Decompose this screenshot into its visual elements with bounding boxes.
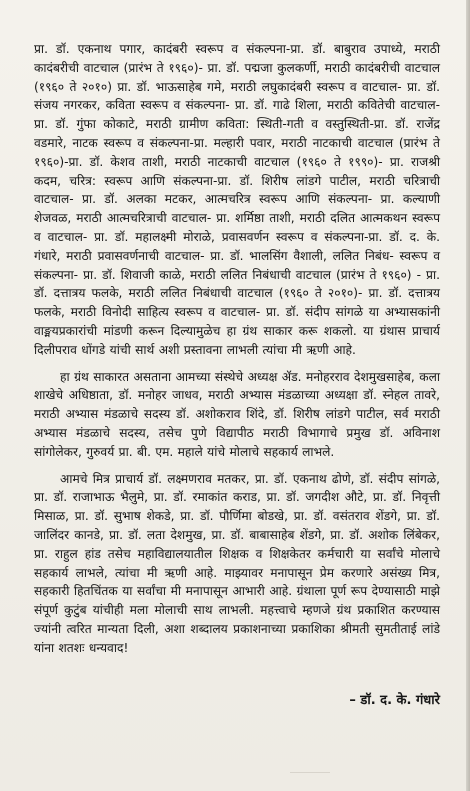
paragraph-institution-thanks: हा ग्रंथ साकारत असताना आमच्या संस्थेचे अध्यक्ष ॲड. मनोहरराव देशमुखसाहेब, कला शाखेचे अधिष्ठाता, डॉ. मनोहर जाधव, मराठी अभ्यास मंडळाच्या अध्यक्षा डॉ. स्नेहल तावरे, मराठी अभ्यास मंडळाचे सदस्य डॉ. अशोकराव शिंदे, डॉ. शिरीष लांडगे पाटील, सर्व मराठी अभ्यास मंडळाचे सदस्य, तसेच पुणे विद्यापीठ मराठी विभागाचे प्रमुख डॉ. अविनाश सांगोलेकर, गुरुवर्य प्रा. बी. एम. महाले यांचे मोलाचे सहकार्य लाभले. — [34, 369, 440, 459]
print-bleed-mark — [290, 772, 330, 781]
paragraph-contributors: प्रा. डॉ. एकनाथ पगार, कादंबरी स्वरूप व संकल्पना-प्रा. डॉ. बाबुराव उपाध्ये, मराठी कादंबरीची वाटचाल (प्रारंभ ते १९६०)- प्रा. डॉ. पद्मजा कुलकर्णी, मराठी कादंबरीची वाटचाल (१९६० ते २०१०) प्रा. डॉ. भाऊसाहेब गमे, मराठी लघुकादंबरी स्वरूप व वाटचाल- प्रा. डॉ. संजय नगरकर, कविता स्वरूप व संकल्पना- प्रा. डॉ. गाढे शिला, मराठी कवितेची वाटचाल- प्रा. डॉ. गुंफा कोकाटे, मराठी ग्रामीण कविता: स्थिती-गती व वस्तुस्थिती-प्रा. डॉ. राजेंद्र वडमारे, नाटक स्वरूप व संकल्पना-प्रा. मल्हारी पवार, मराठी नाटकाची वाटचाल (प्रारंभ ते १९६०)-प्रा. डॉ. केशव ताशी, मराठी नाटकाची वाटचाल (१९६० ते १९९०)- प्रा. राजश्री कदम, चरित्र: स्वरूप आणि संकल्पना-प्रा. डॉ. शिरीष लांडगे पाटील, मराठी चरित्राची वाटचाल- प्रा. डॉ. अलका मटकर, आत्मचरित्र स्वरूप आणि संकल्पना- प्रा. कल्याणी शेजवळ, मराठी आत्मचरित्राची वाटचाल- प्रा. शर्मिष्ठा ताशी, मराठी दलित आत्मकथन स्वरूप व वाटचाल- प्रा. डॉ. महालक्ष्मी मोराळे, प्रवासवर्णन स्वरूप व संकल्पना-प्रा. डॉ. द. के. गंधारे, मराठी प्रवासवर्णनाची वाटचाल- प्रा. डॉ. भालसिंग वैशाली, ललित निबंध- स्वरूप व संकल्पना- प्रा. डॉ. शिवाजी काळे, मराठी ललित निबंधाची वाटचाल (प्रारंभ ते १९६०) - प्रा. डॉ. दत्तात्रय फलके, मराठी ललित निबंधाची वाटचाल (१९६० ते २०१०)- प्रा. डॉ. दत्तात्रय फलके, मराठी विनोदी साहित्य स्वरूप व वाटचाल- प्रा. डॉ. संदीप सांगळे या अभ्यासकांनी वाङ्मयप्रकारांची मांडणी करून दिल्यामुळेच हा ग्रंथ साकार करू शकलो. या ग्रंथास प्राचार्य दिलीपराव धोंगडे यांची सार्थ अशी प्रस्तावना लाभली त्यांचा मी ऋणी आहे. — [34, 42, 440, 357]
paragraph-friends-thanks: आमचे मित्र प्राचार्य डॉ. लक्ष्मणराव मतकर, प्रा. डॉ. एकनाथ ढोणे, डॉ. संदीप सांगळे, प्रा. डॉ. राजाभाऊ भैलुमे, प्रा. डॉ. रमाकांत कराड, प्रा. डॉ. जगदीश औटे, प्रा. डॉ. निवृत्ती मिसाळ, प्रा. डॉ. सुभाष शेकडे, प्रा. डॉ. पौर्णिमा बोडखे, प्रा. डॉ. वसंतराव शेंडगे, प्रा. डॉ. जालिंदर कानडे, प्रा. डॉ. लता देशमुख, प्रा. डॉ. बाबासाहेब शेंडगे, प्रा. डॉ. अशोक लिंबेकर, प्रा. राहुल हांड तसेच महाविद्यालयातील शिक्षक व शिक्षकेतर कर्मचारी या सर्वांचे मोलाचे सहकार्य लाभले, त्यांचा मी ऋणी आहे. माझ्यावर मनापासून प्रेम करणारे असंख्य मित्र, सहकारी हितचिंतक या सर्वांचा मी मनापासून आभारी आहे. ग्रंथाला पूर्ण रूप देण्यासाठी माझे संपूर्ण कुटुंब यांचीही मला मोलाची साथ लाभली. महत्त्वाचे म्हणजे ग्रंथ प्रकाशित करण्यास ज्यांनी त्वरित मान्यता दिली, अशा शब्दालय प्रकाशनाच्या प्रकाशिका श्रीमती सुमतीताई लांडे यांना शतशः धन्यवाद! — [34, 471, 440, 655]
author-signature: – डॉ. द. के. गंधारे — [349, 693, 440, 708]
page-edge-shadow — [466, 0, 470, 791]
